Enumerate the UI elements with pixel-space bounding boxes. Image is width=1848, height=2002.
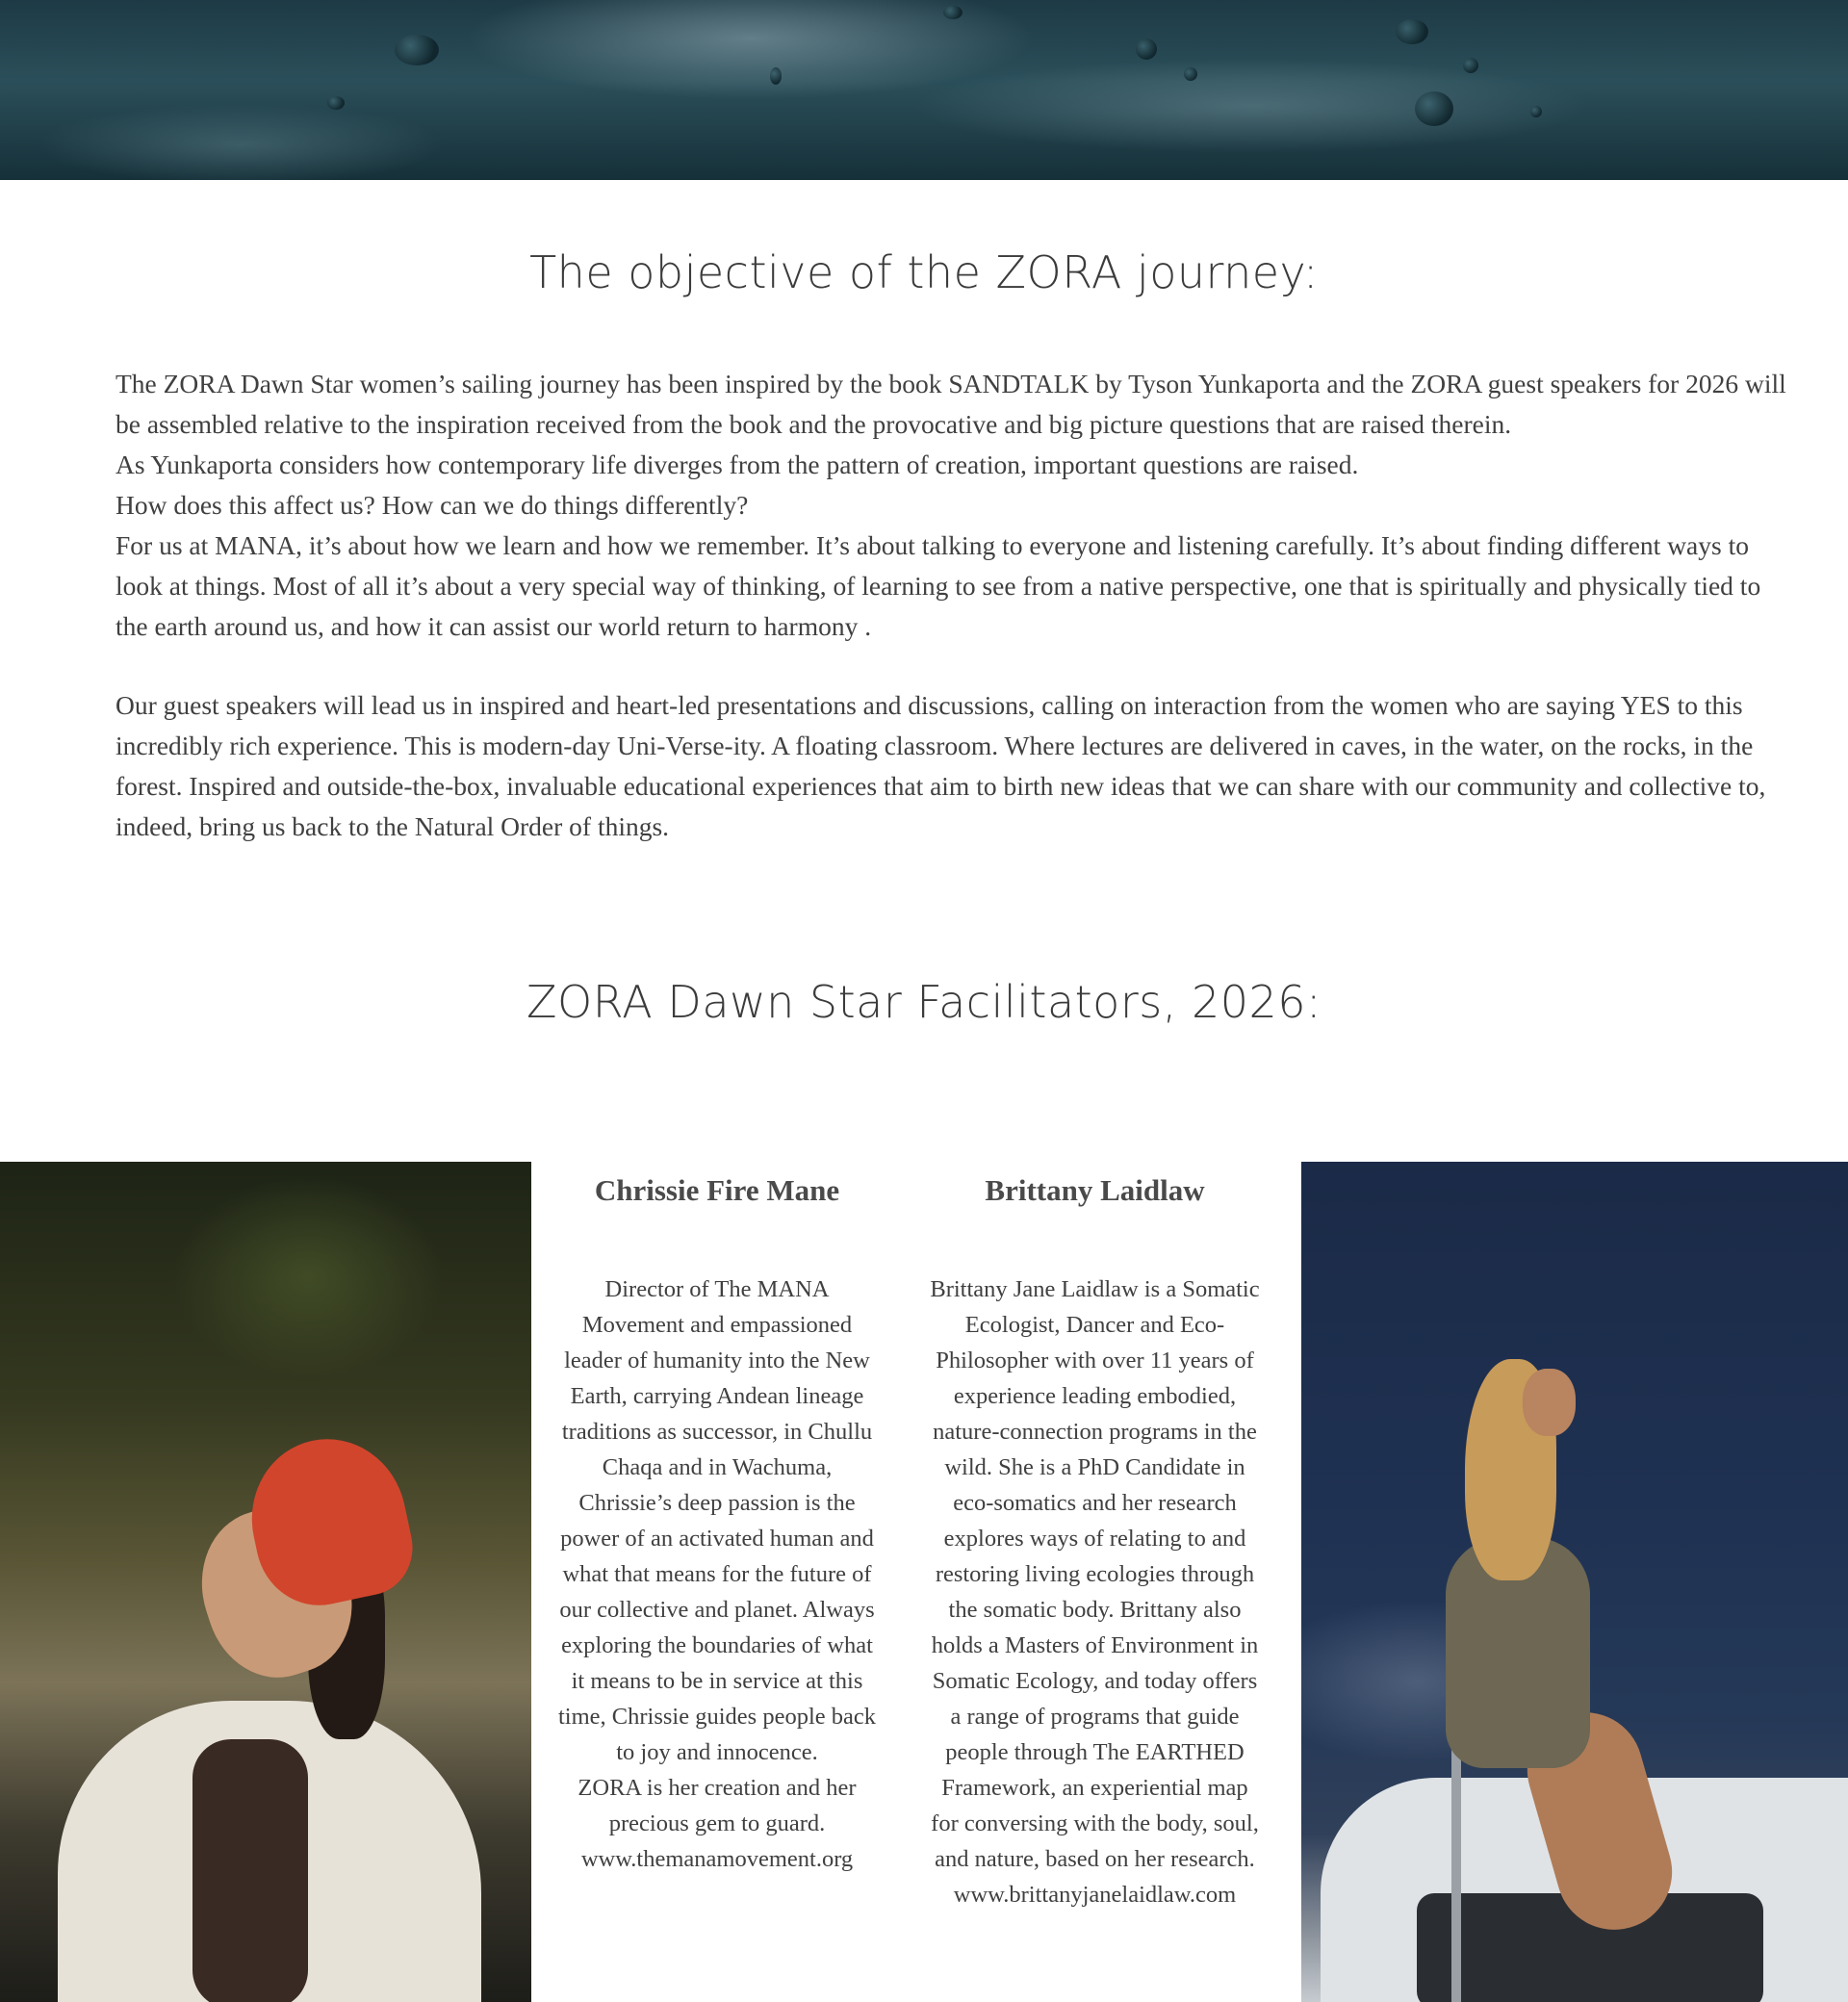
bio-line: experience leading embodied, xyxy=(953,1383,1237,1409)
bio-line: our collective and planet. Always xyxy=(559,1597,875,1623)
objective-paragraph: For us at MANA, it’s about how we learn and how we remember. It’s about talking to everyone and listening carefully. It’s about finding different ways to look at things. Most of all it’s about a very special way of thinking, of learning to see from a native perspective, one that is spiritually and physically tied to the earth around us, and how it can assist our world return to harmony . xyxy=(116,530,1761,641)
objective-paragraph: The ZORA Dawn Star women’s sailing journey has been inspired by the book SANDTALK by Tyson Yunkaporta and the ZORA guest speakers for 2026 will be assembled relative to the inspiration received from the book and the provocative and big picture questions that are raised therein. xyxy=(116,369,1786,439)
hero-underwater-image xyxy=(0,0,1848,180)
bio-line: power of an activated human and xyxy=(560,1526,874,1552)
objective-body xyxy=(116,364,1790,847)
bio-line: Director of The MANA xyxy=(604,1276,830,1302)
website-link[interactable]: www.themanamovement.org xyxy=(580,1846,854,1872)
bio-line: Movement and empassioned xyxy=(581,1312,853,1338)
bubble xyxy=(1136,38,1157,60)
bio-line: what that means for the future of xyxy=(562,1561,872,1587)
bio-line: wild. She is a PhD Candidate in xyxy=(944,1454,1245,1480)
bio-line: it means to be in service at this xyxy=(571,1668,863,1694)
bio-line: people through The EARTHED xyxy=(945,1739,1245,1765)
bio-line: explores ways of relating to and xyxy=(943,1526,1246,1552)
facilitator-card-chrissie xyxy=(549,1162,886,1877)
bio-line: exploring the boundaries of what xyxy=(561,1632,873,1658)
bio-line: Chrissie’s deep passion is the xyxy=(578,1490,856,1516)
bubble xyxy=(395,35,439,65)
bubble xyxy=(1415,91,1453,126)
bio-line: nature-connection programs in the xyxy=(933,1419,1257,1445)
bio-line: eco-somatics and her research xyxy=(953,1490,1237,1516)
objective-paragraph: Our guest speakers will lead us in inspired and heart-led presentations and discussions, calling on interaction from the women who are saying YES to this incredibly rich experience. This is modern-day Uni-Verse-ity. A floating classroom. Where lectures are delivered in caves, in the water, on the rocks, in the forest. Inspired and outside-the-box, invaluable educational experiences that aim to birth new ideas that we can share with our community and collective to, indeed, bring us back to the Natural Order of things. xyxy=(116,690,1766,841)
facilitator-bio xyxy=(549,1271,886,1877)
facilitator-name: Brittany Laidlaw xyxy=(985,1173,1205,1207)
facilitator-card-brittany xyxy=(919,1162,1270,1912)
bio-line: Framework, an experiential map xyxy=(941,1775,1248,1801)
objective-paragraph: How does this affect us? How can we do things differently? xyxy=(116,490,749,520)
bio-line: ZORA is her creation and her xyxy=(578,1775,857,1801)
bio-line: holds a Masters of Environment in xyxy=(931,1632,1259,1658)
bio-line: to joy and innocence. xyxy=(616,1739,818,1765)
bio-line: time, Chrissie guides people back xyxy=(558,1704,876,1730)
bio-line: the somatic body. Brittany also xyxy=(948,1597,1242,1623)
bubble xyxy=(1184,67,1197,81)
facilitator-name: Chrissie Fire Mane xyxy=(594,1173,840,1207)
bubble xyxy=(1530,106,1542,117)
website-link[interactable]: www.brittanyjanelaidlaw.com xyxy=(953,1882,1237,1908)
bio-line: and nature, based on her research. xyxy=(935,1846,1255,1872)
facilitators-heading: ZORA Dawn Star Facilitators, 2026: xyxy=(526,976,1322,1028)
bio-line: Earth, carrying Andean lineage xyxy=(570,1383,864,1409)
bio-line: Philosopher with over 11 years of xyxy=(936,1348,1254,1373)
photo-figure-face xyxy=(1523,1369,1576,1436)
bio-line: precious gem to guard. xyxy=(608,1810,826,1836)
bio-line: leader of humanity into the New xyxy=(564,1348,870,1373)
objective-paragraph: As Yunkaporta considers how contemporary life diverges from the pattern of creation, important questions are raised. xyxy=(116,449,1359,479)
bio-line: for conversing with the body, soul, xyxy=(931,1810,1259,1836)
bubble xyxy=(1396,19,1428,44)
bio-line: a range of programs that guide xyxy=(950,1704,1240,1730)
bio-line: restoring living ecologies through xyxy=(935,1561,1255,1587)
photo-figure-shadow xyxy=(192,1739,308,2002)
bubble xyxy=(943,6,962,19)
bio-line: Chaqa and in Wachuma, xyxy=(602,1454,833,1480)
bio-line: Ecologist, Dancer and Eco- xyxy=(964,1312,1225,1338)
bio-line: traditions as successor, in Chullu xyxy=(561,1419,873,1445)
bubble xyxy=(770,67,782,85)
objective-heading: The objective of the ZORA journey: xyxy=(529,246,1319,298)
bio-line: Brittany Jane Laidlaw is a Somatic xyxy=(930,1276,1260,1302)
bubble xyxy=(327,96,345,110)
facilitator-bio xyxy=(919,1271,1270,1912)
bubble xyxy=(1463,58,1478,73)
brittany-photo xyxy=(1301,1162,1848,2002)
chrissie-photo xyxy=(0,1162,531,2002)
bio-line: Somatic Ecology, and today offers xyxy=(932,1668,1258,1694)
